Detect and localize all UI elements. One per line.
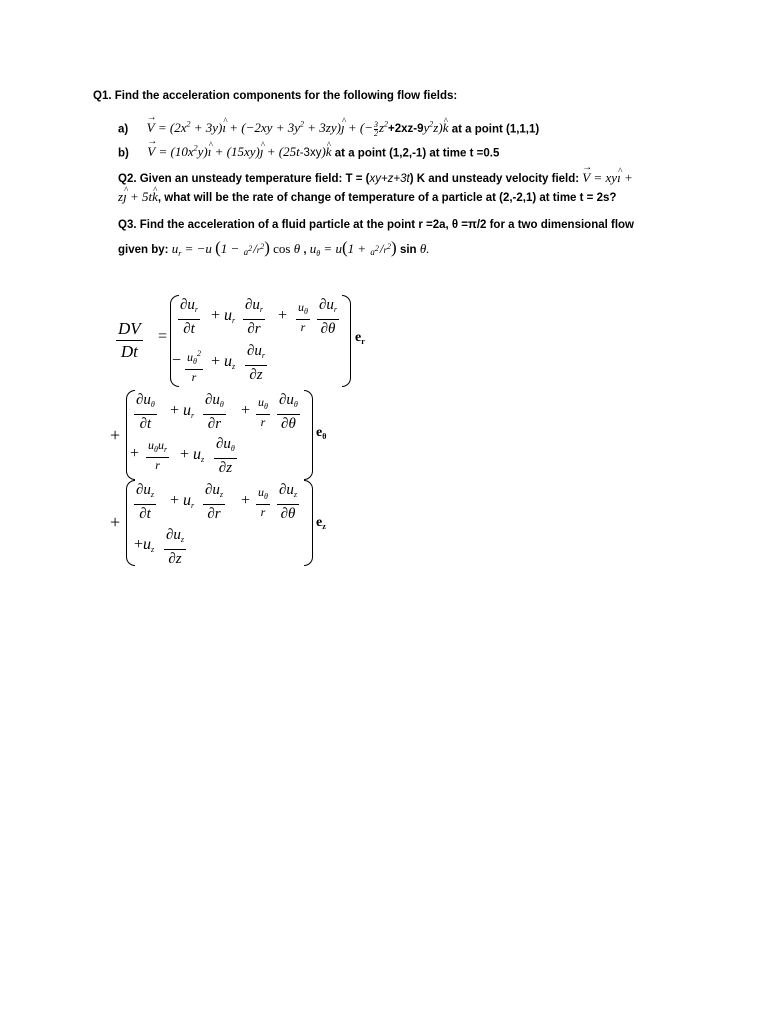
q3-utheta-expr: $u_\theta = u(1$ + $a^2$ $/r^2$) sin θ. [309,238,430,258]
q1-b-equation: V → = $(10x^2y)ı$ ^ + (15xy)ȷ ^ + (25t-3xy)k ^ [147,144,331,159]
q2-prefix: Q2. Given an unsteady temperature field: T = ( [118,173,370,185]
lhs-denominator: Dt [120,342,138,361]
q1-b-label: b) [118,147,129,160]
q2-line1 [118,170,633,187]
q3-prefix: given by: [118,244,169,256]
lhs-numerator: DV [116,318,143,341]
lhs-fraction [116,318,143,363]
q1-a-label: a) [118,123,129,136]
q1-part-a [118,117,539,138]
q2-suffix: , what will be the rate of change of temperature of a particle at (2,-2,1) at time t = 2s? [157,192,617,204]
q1-a-suffix: at a point (1,1,1) [451,123,540,136]
q1-part-b [118,141,499,161]
q2-velocity-expr-cont: zȷ ^ + 5tk ^ [118,189,158,204]
q3-ur-expr: $u_r = -u$ (1 − $a^2$ $/r^2$) cos θ [171,238,301,258]
q1-a-equation: V → = ($2x^2$ + 3y)ı ^ + ($-2xy + 3y^2$ + 3zy)ȷ ^ + (− $\frac{3}{2}$ $z^2+2xz-9y^2z)k$ ^ [147,120,449,135]
acceleration-equation: $\frac{DV}{Dt}$ = $\frac{\partial u_r}{\partial t}$ + $u_r$ $\frac{\partial u_r}{\partial r}$ + $\frac{u_\theta}{r}$ $\frac{\partial u_r}{\partial\theta}$ − $\frac{u_\theta^2}{r}$ + $u_z$ $\frac{\partial u_r}{\partial z}$ $e_r$ + $\frac{\partial u_\theta}{\partial t}$ + $u_r$ $\frac{\partial u_\theta}{\partial r}$ + $\frac{u_\theta}{r}$ $\frac{\partial u_\theta}{\partial\theta}$ + $u_\theta u_r$ r + $u_z$ $\frac{\partial u_\theta}{\partial z}$ $e_\theta$ + $\frac{\partial u_z}{\partial t}$ + $u_r$ $\frac{\partial u_z}{\partial r}$ + $\frac{u_\theta}{r}$ $\frac{\partial u_z}{\partial\theta}$ $+u_z$ $\frac{\partial u_z}{\partial z}$ $e_z$ [110,297,365,567]
q2-mid: ) K and unsteady velocity field: [409,173,583,185]
q1-title: Q1. Find the acceleration components for the following flow fields: [93,90,458,102]
q2-temp-expr: xy+z+3t [369,173,410,185]
q1-b-suffix: at a point (1,2,-1) at time t =0.5 [334,147,500,160]
q2-velocity-expr: V → = xyı ^ + [582,170,632,185]
q2-line2 [118,189,616,206]
q3-line1: Q3. Find the acceleration of a fluid particle at the point r =2a, θ =π/2 for a two dimensional flow [118,219,635,231]
q3-line2: given by: $u_r = -u$ (1 − $a^2$ $/r^2$) cos θ , $u_\theta = u(1$ + $a^2$ $/r^2$) sin θ. [118,238,430,258]
